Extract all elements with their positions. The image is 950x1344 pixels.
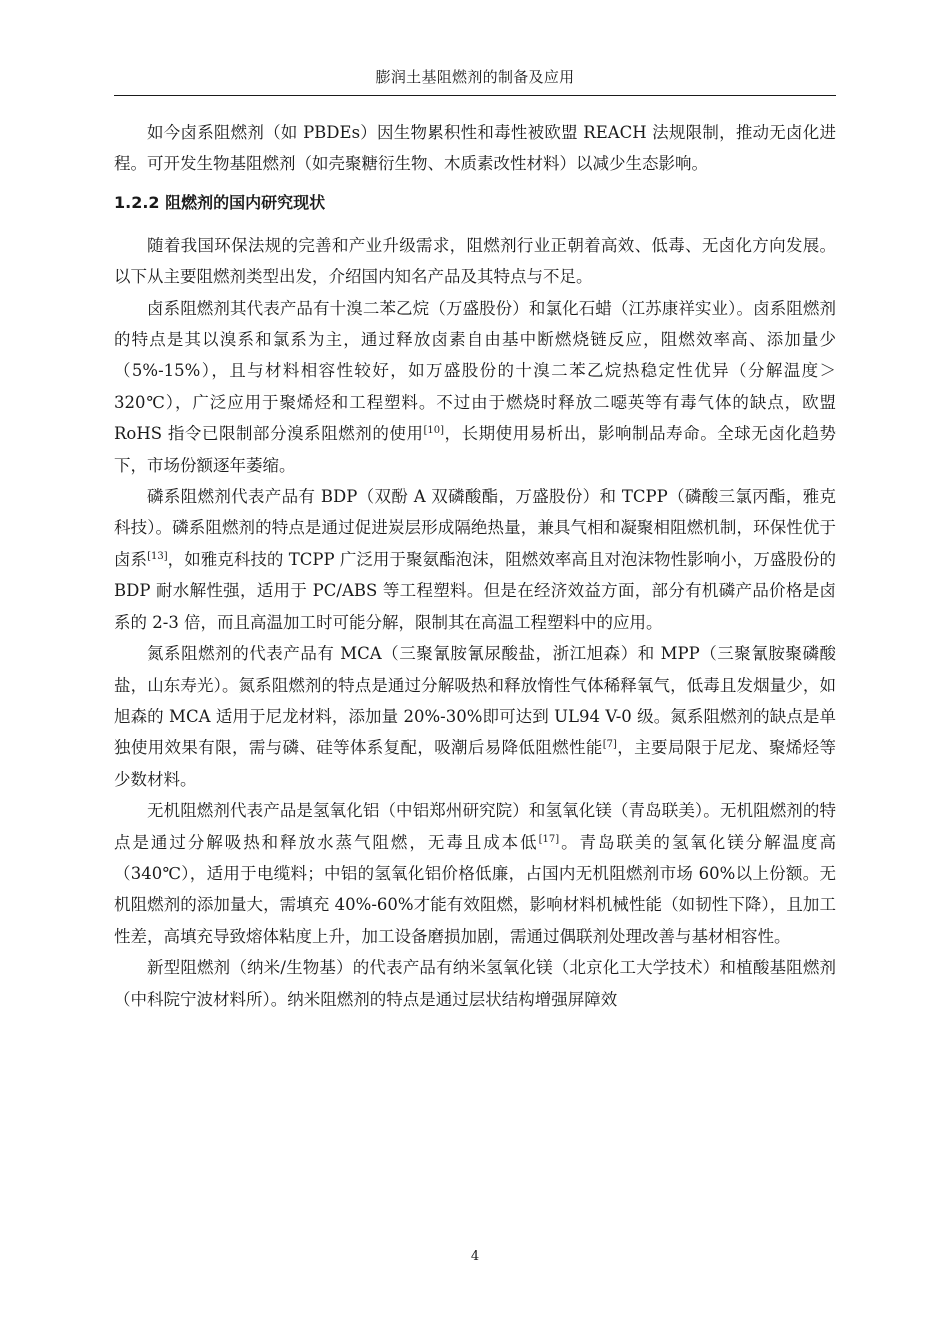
page-body [114,117,836,1015]
paragraph-nitrogen [114,638,836,795]
paragraph-text: 卤系阻燃剂其代表产品有十溴二苯乙烷（万盛股份）和氯化石蜡（江苏康祥实业）。卤系阻燃剂的特点是其以溴系和氯系为主，通过释放卤素自由基中断燃烧链反应，阻燃效率高、添加量少（5%-15%），且与材料相容性较好，如万盛股份的十溴二苯乙烷热稳定性优异（分解温度＞320℃），广泛应用于聚烯烃和工程塑料。不过由于燃烧时释放二噁英等有毒气体的缺点，欧盟 RoHS 指令已限制部分溴系阻燃剂的使用 [114,298,836,444]
paragraph-text: 。青岛联美的氢氧化镁分解温度高（340℃），适用于电缆料；中铝的氢氧化铝价格低廉，占国内无机阻燃剂市场 60%以上份额。无机阻燃剂的添加量大，需填充 40%-60%才能有效阻燃，影响材料机械性能（如韧性下降），且加工性差，高填充导致熔体粘度上升，加工设备磨损加剧，需通过偶联剂处理改善与基材相容性。 [114,832,837,946]
paragraph-phosphorus [114,481,836,638]
paragraph-text: 氮系阻燃剂的代表产品有 MCA（三聚氰胺氰尿酸盐，浙江旭森）和 MPP（三聚氰胺聚磷酸盐，山东寿光）。氮系阻燃剂的特点是通过分解吸热和释放惰性气体稀释氧气，低毒且发烟量少，如旭森的 MCA 适用于尼龙材料，添加量 20%-30%即可达到 UL94 V-0 级。氮系阻燃剂的缺点是单独使用效果有限，需与磷、硅等体系复配，吸潮后易降低阻燃性能 [114,644,836,758]
paragraph-text: 无机阻燃剂代表产品是氢氧化铝（中铝郑州研究院）和氢氧化镁（青岛联美）。无机阻燃剂的特点是通过分解吸热和释放水蒸气阻燃，无毒且成本低 [114,801,836,852]
header-rule [114,95,836,96]
paragraph-text: 磷系阻燃剂代表产品有 BDP（双酚 A 双磷酸酯，万盛股份）和 TCPP（磷酸三氯丙酯，雅克科技）。磷系阻燃剂的特点是通过促进炭层形成隔绝热量，兼具气相和凝聚相阻燃机制，环保性优于卤系 [114,487,836,569]
paragraph-text: ，主要局限于尼龙、聚烯烃等少数材料。 [114,738,837,789]
paragraph-text: ，如雅克科技的 TCPP 广泛用于聚氨酯泡沫，阻燃效率高且对泡沫物性影响小，万盛股份的 BDP 耐水解性强，适用于 PC/ABS 等工程塑料。但是在经济效益方面，部分有机磷产品价格是卤系的 2-3 倍，而且高温加工时可能分解，限制其在高温工程塑料中的应用。 [114,549,837,632]
paragraph-2: 随着我国环保法规的完善和产业升级需求，阻燃剂行业正朝着高效、低毒、无卤化方向发展。以下从主要阻燃剂类型出发，介绍国内知名产品及其特点与不足。 [114,235,836,287]
citation-ref: [10] [423,425,445,437]
citation-ref: [17] [538,833,560,845]
paragraph-1: 如今卤系阻燃剂（如 PBDEs）因生物累积性和毒性被欧盟 REACH 法规限制，推动无卤化进程。可开发生物基阻燃剂（如壳聚糖衍生物、木质素改性材料）以减少生态影响。 [114,123,836,174]
page-number: 4 [470,1249,480,1264]
citation-ref: [7] [602,739,617,751]
paragraph-halogen [114,293,836,481]
paragraph-inorganic [114,795,836,952]
citation-ref: [13] [147,550,168,562]
running-header: 膨润土基阻燃剂的制备及应用 [375,68,575,86]
paragraph-text: ，长期使用易析出，影响制品寿命。全球无卤化趋势下，市场份额逐年萎缩。 [114,424,837,475]
paragraph-novel: 新型阻燃剂（纳米/生物基）的代表产品有纳米氢氧化镁（北京化工大学技术）和植酸基阻燃剂（中科院宁波材料所）。纳米阻燃剂的特点是通过层状结构增强屏障效 [114,958,836,1009]
section-heading: 1.2.2 阻燃剂的国内研究现状 [114,192,326,212]
